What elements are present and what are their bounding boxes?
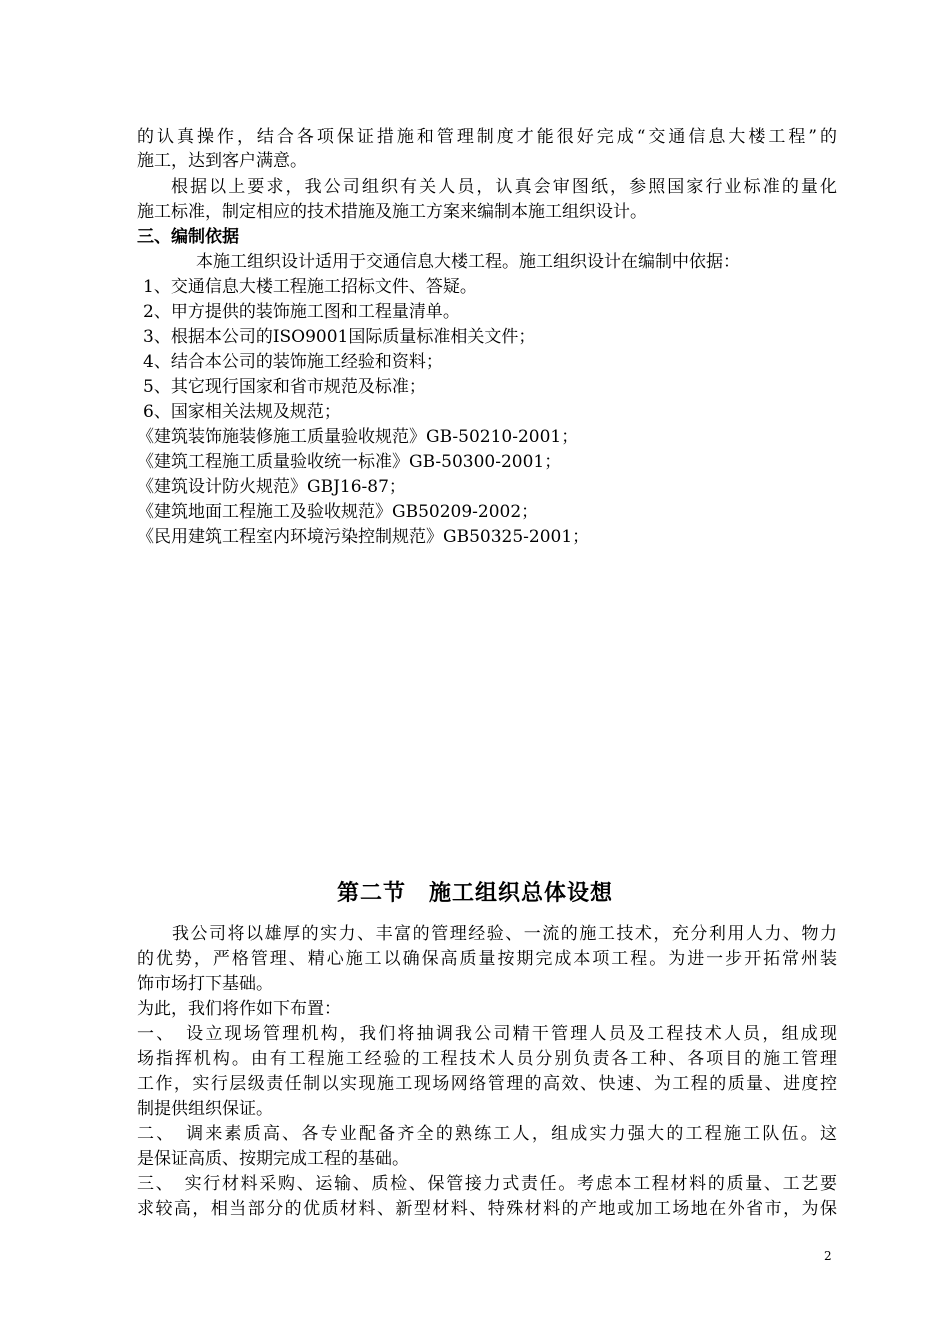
paragraph-line: 的优势，严格管理、精心施工以确保高质量按期完成本项工程。为进一步开拓常州装: [137, 949, 837, 969]
basis-intro: 本施工组织设计适用于交通信息大楼工程。施工组织设计在编制中依据：: [196, 252, 740, 272]
paragraph-line: 饰市场打下基础。: [137, 974, 273, 994]
standard-item: 《建筑装饰施装修施工质量验收规范》GB-50210-2001；: [137, 427, 579, 447]
page-number: 2: [824, 1249, 832, 1263]
list-item: 6、国家相关法规及规范；: [143, 402, 341, 422]
paragraph-line: 的认真操作，结合各项保证措施和管理制度才能很好完成“交通信息大楼工程”的: [137, 127, 837, 147]
paragraph-line: 场指挥机构。由有工程施工经验的工程技术人员分别负责各工种、各项目的施工管理: [137, 1049, 837, 1069]
list-item: 3、根据本公司的ISO9001国际质量标准相关文件；: [143, 327, 536, 347]
standard-item: 《建筑设计防火规范》GBJ16-87；: [137, 477, 406, 497]
paragraph-line: 一、 设立现场管理机构，我们将抽调我公司精干管理人员及工程技术人员，组成现: [137, 1024, 837, 1044]
paragraph-line: 是保证高质、按期完成工程的基础。: [137, 1149, 409, 1169]
standard-item: 《建筑工程施工质量验收统一标准》GB-50300-2001；: [137, 452, 562, 472]
paragraph-line: 施工标准，制定相应的技术措施及施工方案来编制本施工组织设计。: [137, 202, 647, 222]
paragraph-line: 求较高，相当部分的优质材料、新型材料、特殊材料的产地或加工场地在外省市，为保: [137, 1199, 837, 1219]
list-item: 1、交通信息大楼工程施工招标文件、答疑。: [143, 277, 477, 297]
paragraph-line: 我公司将以雄厚的实力、丰富的管理经验、一流的施工技术，充分利用人力、物力: [172, 924, 837, 944]
section-heading: 三、编制依据: [137, 227, 239, 247]
section-title: 第二节 施工组织总体设想: [336, 880, 613, 906]
paragraph-line: 为此，我们将作如下布置：: [137, 999, 341, 1019]
paragraph-line: 工作，实行层级责任制以实现施工现场网络管理的高效、快速、为工程的质量、进度控: [137, 1074, 837, 1094]
paragraph-line: 施工，达到客户满意。: [137, 151, 307, 171]
paragraph-line: 二、 调来素质高、各专业配备齐全的熟练工人，组成实力强大的工程施工队伍。这: [137, 1124, 837, 1144]
standard-item: 《建筑地面工程施工及验收规范》GB50209-2002；: [137, 502, 539, 522]
list-item: 5、其它现行国家和省市规范及标准；: [143, 377, 426, 397]
paragraph-line: 根据以上要求，我公司组织有关人员，认真会审图纸，参照国家行业标准的量化: [171, 177, 837, 197]
paragraph-line: 制提供组织保证。: [137, 1099, 273, 1119]
standard-item: 《民用建筑工程室内环境污染控制规范》GB50325-2001；: [137, 527, 590, 547]
list-item: 2、甲方提供的装饰施工图和工程量清单。: [143, 302, 460, 322]
paragraph-line: 三、 实行材料采购、运输、质检、保管接力式责任。考虑本工程材料的质量、工艺要: [137, 1174, 837, 1194]
list-item: 4、结合本公司的装饰施工经验和资料；: [143, 352, 443, 372]
